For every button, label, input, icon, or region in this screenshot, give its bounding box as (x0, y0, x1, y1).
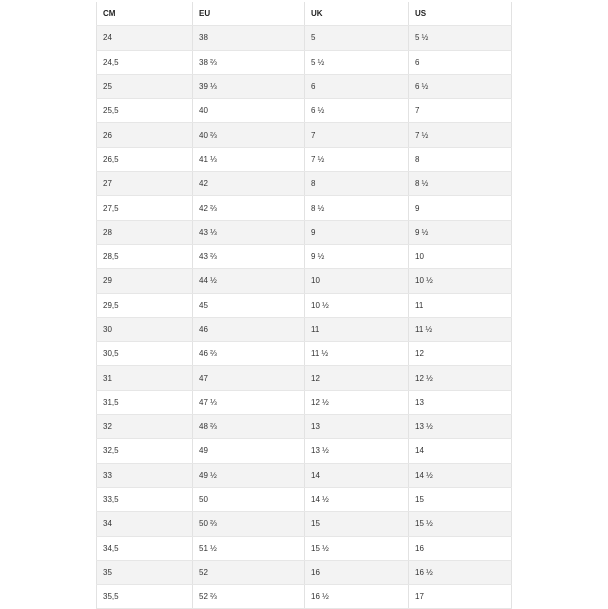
table-body (97, 26, 512, 609)
cell-eu: 42 ⅔ (193, 196, 305, 220)
table-row (97, 172, 512, 196)
cell-eu: 50 (193, 487, 305, 511)
cell-eu: 43 ⅔ (193, 244, 305, 268)
cell-us: 15 (409, 487, 512, 511)
cell-uk: 10 (305, 269, 409, 293)
cell-us: 10 ½ (409, 269, 512, 293)
table-row (97, 244, 512, 268)
cell-uk: 13 (305, 415, 409, 439)
header-row (97, 2, 512, 26)
cell-us: 6 (409, 50, 512, 74)
cell-uk: 8 ½ (305, 196, 409, 220)
table-row (97, 74, 512, 98)
cell-us: 6 ½ (409, 74, 512, 98)
cell-uk: 9 ½ (305, 244, 409, 268)
cell-eu: 46 (193, 317, 305, 341)
cell-uk: 7 (305, 123, 409, 147)
cell-cm: 24 (97, 26, 193, 50)
table-row (97, 560, 512, 584)
table-row (97, 415, 512, 439)
cell-uk: 11 (305, 317, 409, 341)
cell-uk: 10 ½ (305, 293, 409, 317)
cell-cm: 30,5 (97, 342, 193, 366)
cell-cm: 33 (97, 463, 193, 487)
cell-eu: 42 (193, 172, 305, 196)
table-row (97, 512, 512, 536)
cell-uk: 15 ½ (305, 536, 409, 560)
cell-us: 16 (409, 536, 512, 560)
cell-eu: 51 ½ (193, 536, 305, 560)
cell-uk: 15 (305, 512, 409, 536)
table-row (97, 269, 512, 293)
cell-us: 9 (409, 196, 512, 220)
cell-us: 15 ½ (409, 512, 512, 536)
table-row (97, 99, 512, 123)
cell-eu: 40 ⅔ (193, 123, 305, 147)
cell-us: 14 (409, 439, 512, 463)
size-conversion-table (96, 2, 512, 609)
cell-eu: 47 ⅓ (193, 390, 305, 414)
table-row (97, 439, 512, 463)
cell-uk: 12 (305, 366, 409, 390)
cell-us: 11 ½ (409, 317, 512, 341)
cell-uk: 5 (305, 26, 409, 50)
cell-us: 7 (409, 99, 512, 123)
cell-us: 11 (409, 293, 512, 317)
cell-cm: 29 (97, 269, 193, 293)
cell-cm: 25,5 (97, 99, 193, 123)
cell-uk: 11 ½ (305, 342, 409, 366)
cell-uk: 16 ½ (305, 585, 409, 609)
cell-uk: 14 (305, 463, 409, 487)
cell-cm: 33,5 (97, 487, 193, 511)
table-row (97, 50, 512, 74)
cell-uk: 6 (305, 74, 409, 98)
cell-cm: 27 (97, 172, 193, 196)
cell-eu: 39 ⅓ (193, 74, 305, 98)
cell-us: 14 ½ (409, 463, 512, 487)
cell-uk: 7 ½ (305, 147, 409, 171)
cell-cm: 25 (97, 74, 193, 98)
cell-us: 17 (409, 585, 512, 609)
cell-uk: 16 (305, 560, 409, 584)
cell-cm: 26 (97, 123, 193, 147)
cell-cm: 30 (97, 317, 193, 341)
cell-eu: 49 (193, 439, 305, 463)
cell-cm: 32,5 (97, 439, 193, 463)
cell-eu: 52 (193, 560, 305, 584)
cell-us: 13 (409, 390, 512, 414)
column-header-us: US (409, 2, 512, 26)
cell-uk: 12 ½ (305, 390, 409, 414)
table-row (97, 26, 512, 50)
table-row (97, 293, 512, 317)
cell-cm: 29,5 (97, 293, 193, 317)
cell-us: 8 ½ (409, 172, 512, 196)
cell-cm: 24,5 (97, 50, 193, 74)
cell-eu: 43 ⅓ (193, 220, 305, 244)
cell-us: 8 (409, 147, 512, 171)
cell-us: 9 ½ (409, 220, 512, 244)
cell-cm: 26,5 (97, 147, 193, 171)
table-row (97, 342, 512, 366)
cell-eu: 45 (193, 293, 305, 317)
cell-cm: 31,5 (97, 390, 193, 414)
cell-eu: 44 ½ (193, 269, 305, 293)
table-row (97, 123, 512, 147)
cell-eu: 46 ⅔ (193, 342, 305, 366)
table-row (97, 487, 512, 511)
cell-us: 12 (409, 342, 512, 366)
cell-eu: 38 (193, 26, 305, 50)
cell-cm: 35 (97, 560, 193, 584)
cell-uk: 8 (305, 172, 409, 196)
cell-eu: 38 ⅔ (193, 50, 305, 74)
table-row (97, 390, 512, 414)
table-row (97, 317, 512, 341)
cell-eu: 48 ⅔ (193, 415, 305, 439)
table-row (97, 585, 512, 609)
table-row (97, 536, 512, 560)
cell-cm: 34,5 (97, 536, 193, 560)
cell-cm: 35,5 (97, 585, 193, 609)
cell-uk: 6 ½ (305, 99, 409, 123)
cell-cm: 31 (97, 366, 193, 390)
table-row (97, 147, 512, 171)
cell-eu: 52 ⅔ (193, 585, 305, 609)
cell-us: 16 ½ (409, 560, 512, 584)
cell-eu: 41 ⅓ (193, 147, 305, 171)
cell-eu: 50 ⅔ (193, 512, 305, 536)
cell-us: 10 (409, 244, 512, 268)
cell-uk: 5 ½ (305, 50, 409, 74)
cell-eu: 49 ½ (193, 463, 305, 487)
table-row (97, 220, 512, 244)
cell-uk: 9 (305, 220, 409, 244)
cell-uk: 13 ½ (305, 439, 409, 463)
cell-cm: 34 (97, 512, 193, 536)
table-header (97, 2, 512, 26)
table-row (97, 463, 512, 487)
cell-cm: 28,5 (97, 244, 193, 268)
cell-uk: 14 ½ (305, 487, 409, 511)
cell-us: 5 ½ (409, 26, 512, 50)
cell-us: 12 ½ (409, 366, 512, 390)
column-header-cm: CM (97, 2, 193, 26)
column-header-eu: EU (193, 2, 305, 26)
column-header-uk: UK (305, 2, 409, 26)
table-row (97, 366, 512, 390)
cell-us: 7 ½ (409, 123, 512, 147)
cell-cm: 32 (97, 415, 193, 439)
cell-us: 13 ½ (409, 415, 512, 439)
cell-cm: 28 (97, 220, 193, 244)
cell-eu: 40 (193, 99, 305, 123)
cell-eu: 47 (193, 366, 305, 390)
cell-cm: 27,5 (97, 196, 193, 220)
table-row (97, 196, 512, 220)
